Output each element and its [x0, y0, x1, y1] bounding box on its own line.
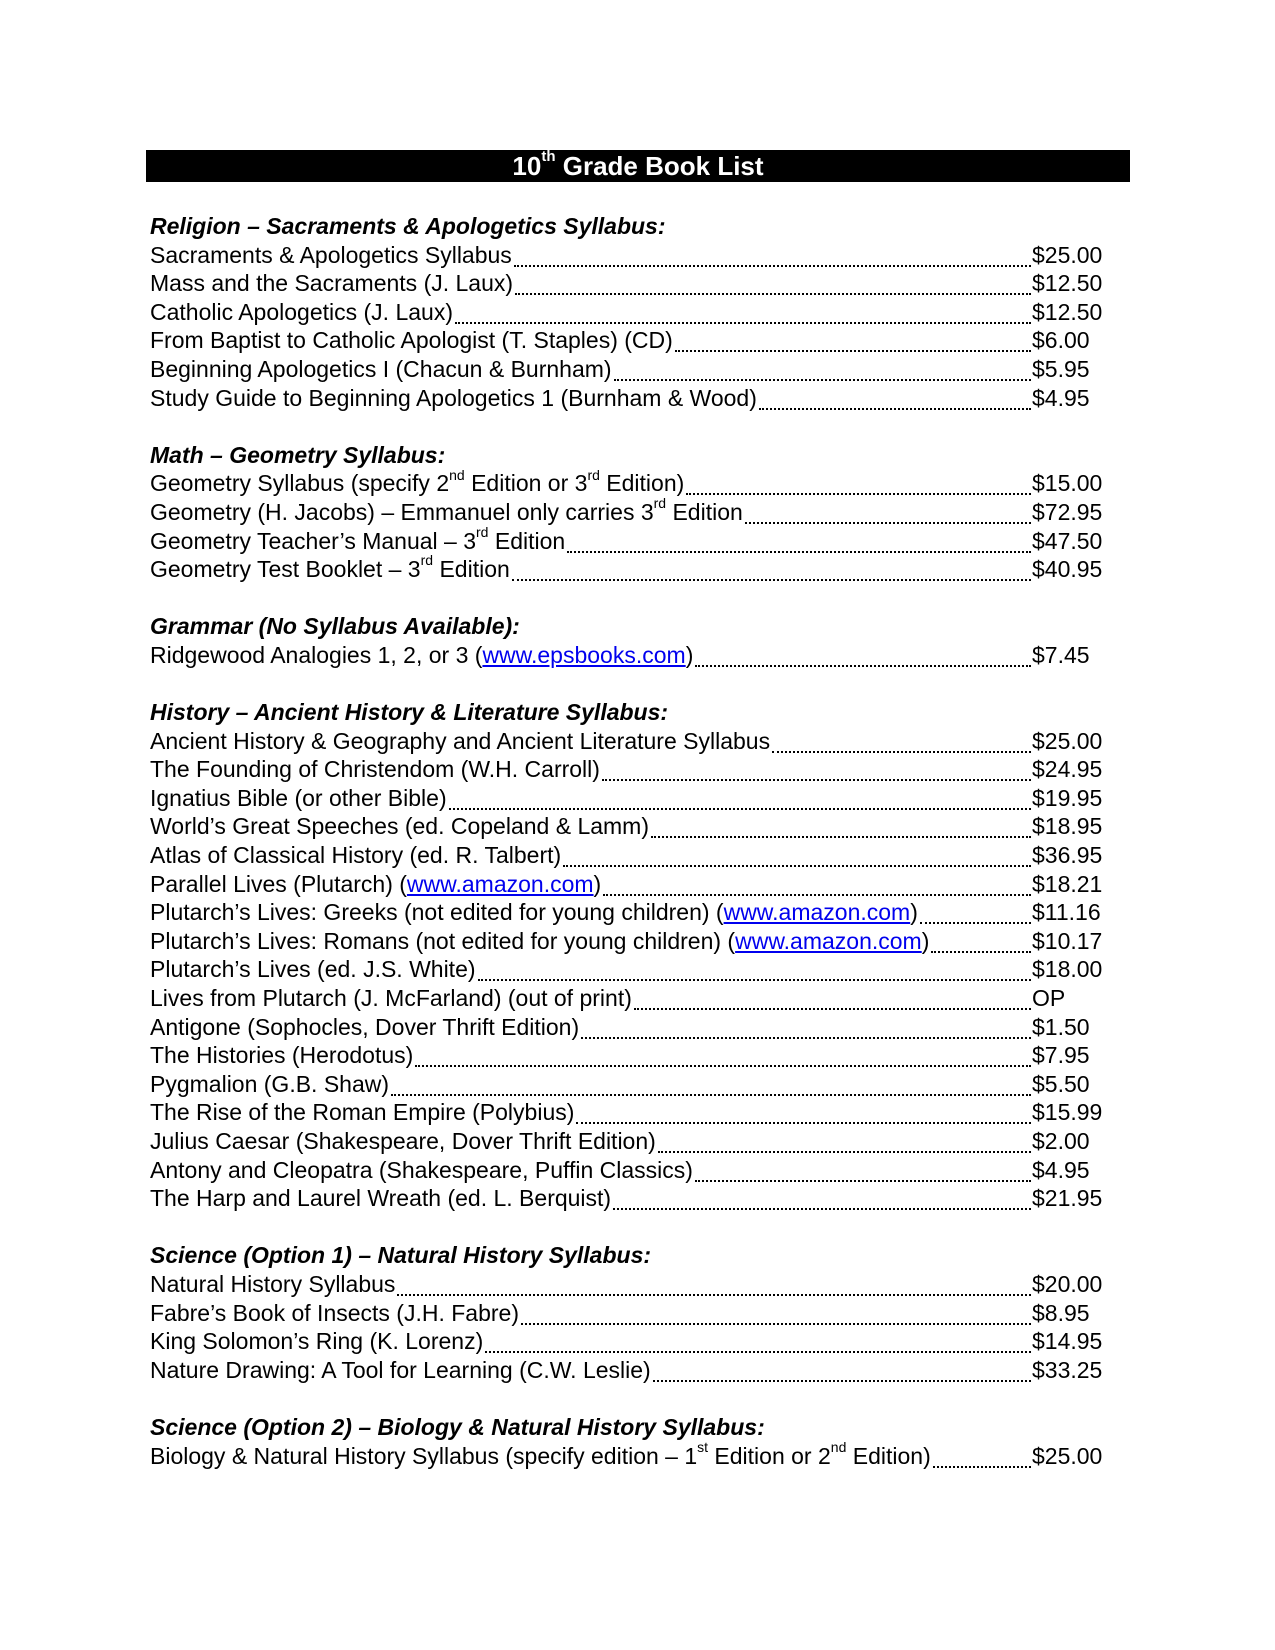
- list-item: [150, 523, 1110, 556]
- item-title: The Histories (Herodotus): [150, 1042, 414, 1069]
- dot-leader: [455, 322, 1031, 324]
- dot-leader: [602, 779, 1031, 781]
- list-item: [150, 784, 1110, 813]
- amazon-link[interactable]: www.amazon.com: [406, 870, 594, 897]
- list-item: [150, 1270, 1110, 1299]
- item-title: Plutarch’s Lives (ed. J.S. White): [150, 956, 476, 983]
- item-title: Geometry Syllabus (specify 2nd Edition or 3rd Edition): [150, 466, 685, 497]
- item-price: $1.50: [1032, 1013, 1090, 1040]
- item-price: $40.95: [1032, 556, 1103, 583]
- item-title: Lives from Plutarch (J. McFarland) (out of print): [150, 985, 632, 1012]
- item-title: Ridgewood Analogies 1, 2, or 3 (www.epsbooks.com): [150, 641, 694, 668]
- item-title: Ancient History & Geography and Ancient Literature Syllabus: [150, 727, 771, 754]
- section-spacer: [150, 670, 1110, 699]
- section-spacer: [150, 1213, 1110, 1242]
- list-item: [150, 870, 1110, 899]
- dot-leader: [772, 751, 1031, 753]
- page-title: [146, 150, 1130, 182]
- item-price: $11.16: [1032, 899, 1101, 926]
- list-item: [150, 955, 1110, 984]
- dot-leader: [695, 1180, 1031, 1182]
- item-title: Parallel Lives (Plutarch) (www.amazon.com): [150, 870, 602, 897]
- title-prefix: 10: [512, 151, 542, 181]
- item-price: $7.45: [1032, 641, 1090, 668]
- section-heading-grammar: Grammar (No Syllabus Available):: [150, 613, 520, 640]
- item-price: $14.95: [1032, 1328, 1103, 1355]
- list-item: [150, 641, 1110, 670]
- item-price: $4.95: [1032, 1156, 1090, 1183]
- list-item: [150, 1184, 1110, 1213]
- list-item: [150, 1127, 1110, 1156]
- list-item: [150, 1098, 1110, 1127]
- dot-leader: [759, 408, 1031, 410]
- dot-leader: [686, 493, 1031, 495]
- item-price: $7.95: [1032, 1042, 1090, 1069]
- dot-leader: [391, 1094, 1031, 1096]
- item-price: $25.00: [1032, 1442, 1103, 1469]
- title-superscript: th: [541, 148, 556, 166]
- list-item: [150, 552, 1110, 584]
- item-title: Fabre’s Book of Insects (J.H. Fabre): [150, 1299, 519, 1326]
- list-item: [150, 927, 1110, 956]
- item-price: $8.95: [1032, 1299, 1090, 1326]
- item-title: Geometry (H. Jacobs) – Emmanuel only carries 3rd Edition: [150, 495, 743, 525]
- item-title: The Founding of Christendom (W.H. Carroll): [150, 756, 600, 783]
- dot-leader: [653, 1380, 1031, 1382]
- item-price: $25.00: [1032, 241, 1103, 268]
- item-title: Pygmalion (G.B. Shaw): [150, 1070, 390, 1097]
- item-title: Beginning Apologetics I (Chacun & Burnham): [150, 355, 612, 382]
- item-title: Julius Caesar (Shakespeare, Dover Thrift Edition): [150, 1128, 656, 1154]
- item-price: $36.95: [1032, 842, 1103, 869]
- section-heading-history: History – Ancient History & Literature Syllabus:: [150, 699, 669, 726]
- item-price: $15.99: [1032, 1099, 1103, 1126]
- item-title: Mass and the Sacraments (J. Laux): [150, 270, 514, 297]
- section-heading-math: Math – Geometry Syllabus:: [150, 441, 446, 468]
- dot-leader: [567, 551, 1031, 553]
- dot-leader: [515, 293, 1031, 295]
- item-title: Study Guide to Beginning Apologetics 1 (Burnham & Wood): [150, 384, 757, 411]
- item-price: $5.50: [1032, 1070, 1090, 1097]
- item-title: Plutarch’s Lives: Greeks (not edited for young children) (www.amazon.com): [150, 899, 918, 926]
- section-spacer: [150, 584, 1110, 613]
- dot-leader: [521, 1323, 1031, 1325]
- item-price: $21.95: [1032, 1185, 1103, 1212]
- dot-leader: [563, 865, 1031, 867]
- item-price: $18.21: [1032, 870, 1103, 897]
- item-price: $2.00: [1032, 1128, 1090, 1154]
- item-price: $18.00: [1032, 956, 1103, 983]
- amazon-link[interactable]: www.amazon.com: [723, 899, 911, 926]
- list-item: [150, 727, 1110, 756]
- list-item: [150, 1327, 1110, 1356]
- list-item: [150, 1438, 1110, 1471]
- item-price: $12.50: [1032, 298, 1103, 325]
- item-price: $25.00: [1032, 727, 1103, 754]
- dot-leader: [614, 379, 1031, 381]
- item-price: $19.95: [1032, 784, 1103, 811]
- section-heading-science-option-1: Science (Option 1) – Natural History Syllabus:: [150, 1242, 652, 1269]
- item-title: Antony and Cleopatra (Shakespeare, Puffin Classics): [150, 1156, 693, 1183]
- list-item: [150, 495, 1110, 527]
- list-item: [150, 898, 1110, 927]
- item-title: Ignatius Bible (or other Bible): [150, 784, 447, 811]
- list-item: [150, 326, 1110, 355]
- item-price: $47.50: [1032, 527, 1103, 554]
- item-price: $15.00: [1032, 470, 1103, 497]
- item-title: King Solomon’s Ring (K. Lorenz): [150, 1328, 484, 1355]
- dot-leader: [634, 1008, 1031, 1010]
- section-spacer: [150, 1384, 1110, 1413]
- book-list-content: [150, 212, 1110, 1470]
- dot-leader: [415, 1065, 1031, 1067]
- amazon-link[interactable]: www.amazon.com: [735, 927, 922, 954]
- dot-leader: [675, 350, 1031, 352]
- title-suffix: Grade Book List: [555, 151, 764, 181]
- section-heading-science-option-2: Science (Option 2) – Biology & Natural History Syllabus:: [150, 1413, 765, 1440]
- dot-leader: [931, 951, 1031, 953]
- item-title: Atlas of Classical History (ed. R. Talbert): [150, 842, 562, 869]
- item-title: The Harp and Laurel Wreath (ed. L. Berquist): [150, 1185, 612, 1212]
- section-spacer: [150, 412, 1110, 441]
- dot-leader: [651, 836, 1031, 838]
- item-price: $18.95: [1032, 813, 1103, 840]
- list-item: [150, 1299, 1110, 1328]
- list-item: [150, 812, 1110, 841]
- dot-leader: [920, 922, 1031, 924]
- list-item: [150, 298, 1110, 327]
- epsbooks-link[interactable]: www.epsbooks.com: [482, 641, 686, 668]
- item-price: $4.95: [1032, 384, 1090, 411]
- item-title: Sacraments & Apologetics Syllabus: [150, 241, 512, 268]
- item-title: Geometry Test Booklet – 3rd Edition: [150, 552, 510, 583]
- dot-leader: [745, 522, 1031, 524]
- list-item: [150, 466, 1110, 498]
- item-title: Nature Drawing: A Tool for Learning (C.W. Leslie): [150, 1356, 651, 1383]
- item-price: $72.95: [1032, 498, 1103, 525]
- item-title: Plutarch’s Lives: Romans (not edited for young children) (www.amazon.com): [150, 927, 930, 954]
- dot-leader: [512, 579, 1031, 581]
- dot-leader: [695, 665, 1031, 667]
- list-item: [150, 355, 1110, 384]
- dot-leader: [397, 1294, 1031, 1296]
- item-price: $33.25: [1032, 1356, 1103, 1383]
- item-price: $5.95: [1032, 355, 1090, 382]
- list-item: [150, 1156, 1110, 1185]
- dot-leader: [603, 894, 1031, 896]
- item-title: Catholic Apologetics (J. Laux): [150, 298, 453, 325]
- dot-leader: [449, 808, 1031, 810]
- list-item: [150, 1013, 1110, 1042]
- dot-leader: [478, 979, 1031, 981]
- dot-leader: [658, 1151, 1031, 1153]
- item-title: World’s Great Speeches (ed. Copeland & Lamm): [150, 813, 650, 840]
- item-price: $24.95: [1032, 756, 1103, 783]
- item-title: From Baptist to Catholic Apologist (T. Staples) (CD): [150, 327, 673, 354]
- list-item: [150, 384, 1110, 413]
- item-title: Biology & Natural History Syllabus (specify edition – 1st Edition or 2nd Edition): [150, 1438, 931, 1469]
- list-item: [150, 241, 1110, 270]
- list-item: [150, 841, 1110, 870]
- dot-leader: [514, 265, 1031, 267]
- item-price: $20.00: [1032, 1270, 1103, 1297]
- list-item: [150, 755, 1110, 784]
- item-price: $12.50: [1032, 270, 1103, 297]
- section-heading-religion: Religion – Sacraments & Apologetics Syllabus:: [150, 213, 666, 239]
- list-item: [150, 1041, 1110, 1070]
- item-title: Antigone (Sophocles, Dover Thrift Edition): [150, 1013, 580, 1040]
- dot-leader: [581, 1037, 1031, 1039]
- list-item: [150, 269, 1110, 298]
- dot-leader: [613, 1208, 1031, 1210]
- dot-leader: [485, 1351, 1031, 1353]
- item-title: The Rise of the Roman Empire (Polybius): [150, 1099, 575, 1126]
- list-item: [150, 1070, 1110, 1099]
- list-item: [150, 984, 1110, 1013]
- item-price: $6.00: [1032, 327, 1090, 354]
- dot-leader: [576, 1122, 1031, 1124]
- item-price: OP: [1032, 985, 1066, 1012]
- item-title: Geometry Teacher’s Manual – 3rd Edition: [150, 523, 566, 554]
- item-title: Natural History Syllabus: [150, 1270, 396, 1297]
- list-item: [150, 1356, 1110, 1385]
- dot-leader: [933, 1466, 1031, 1468]
- item-price: $10.17: [1032, 927, 1103, 954]
